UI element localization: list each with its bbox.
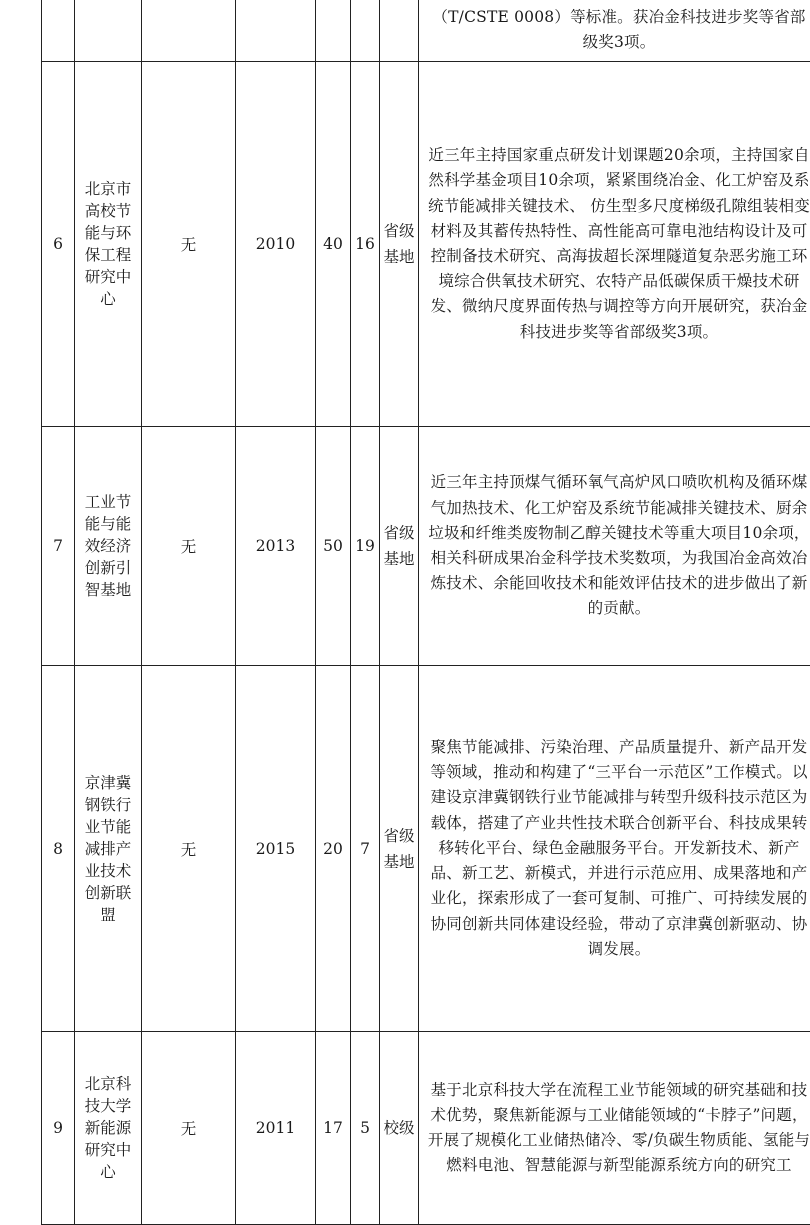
cell-level-text: 省级基地 [382, 218, 416, 270]
cell-name-text: 北京市高校节能与环保工程研究中心 [83, 178, 133, 310]
cell-description: 近三年主持国家重点研发计划课题20余项，主持国家自然科学基金项目10余项，紧紧围绕冶金、化工炉窑及系统节能减排关键技术、 仿生型多尺度梯级孔隙组装相变材料及其蓄传热特性、高性能高可靠电池结构设计及可控制备技术研究、高海拔超长深埋隧道复杂恶劣施工环境综合供氧技术研究、农特产品低碳保质干燥技术研发、微纳尺度界面传热与调控等方向开展研究，获冶金科技进步奖等省部级奖3项。 [419, 62, 810, 427]
cell-year: 2013 [236, 427, 316, 666]
cell-name-text: 北京科技大学新能源研究中心 [83, 1073, 133, 1183]
cell-count-1: 50 [316, 427, 351, 666]
cell-count-2: 16 [351, 62, 380, 427]
cell-no: 9 [42, 1032, 75, 1225]
table-row [42, 62, 810, 427]
cell-year: 2015 [236, 666, 316, 1032]
cell-name [75, 62, 142, 427]
cell-name [75, 0, 142, 62]
table-row [42, 427, 810, 666]
cell-no: 6 [42, 62, 75, 427]
cell-name [75, 1032, 142, 1225]
cell-level-text: 校级 [382, 1115, 416, 1141]
cell-name [75, 427, 142, 666]
cell-count-1: 17 [316, 1032, 351, 1225]
cell-description: （T/CSTE 0008）等标准。获冶金科技进步奖等省部级奖3项。 [419, 0, 810, 62]
cell-level [380, 0, 419, 62]
cell-description: 聚焦节能减排、污染治理、产品质量提升、新产品开发等领域，推动和构建了“三平台一示范区”工作模式。以建设京津冀钢铁行业节能减排与转型升级科技示范区为载体，搭建了产业共性技术联合创新平台、科技成果转移转化平台、绿色金融服务平台。开发新技术、新产品、新工艺、新模式，并进行示范应用、成果落地和产业化，探索形成了一套可复制、可推广、可持续发展的协同创新共同体建设经验，带动了京津冀创新驱动、协调发展。 [419, 666, 810, 1032]
cell-level [380, 427, 419, 666]
cell-description: 近三年主持顶煤气循环氧气高炉风口喷吹机构及循环煤气加热技术、化工炉窑及系统节能减排关键技术、厨余垃圾和纤维类废物制乙醇关键技术等重大项目10余项，相关科研成果冶金科学技术奖数项，为我国冶金高效冶炼技术、余能回收技术和能效评估技术的进步做出了新的贡献。 [419, 427, 810, 666]
cell-year [236, 0, 316, 62]
cell-level [380, 666, 419, 1032]
cell-name [75, 666, 142, 1032]
table-row [42, 1032, 810, 1225]
cell-no: 7 [42, 427, 75, 666]
table-row [42, 666, 810, 1032]
cell-level [380, 1032, 419, 1225]
cell-count-1: 40 [316, 62, 351, 427]
cell-count-1 [316, 0, 351, 62]
table-row-continuation [42, 0, 810, 62]
cell-count-2: 7 [351, 666, 380, 1032]
cell-name-text: 工业节能与能效经济创新引智基地 [83, 491, 133, 601]
cell-predecessor [142, 0, 236, 62]
cell-no [42, 0, 75, 62]
cell-level-text: 省级基地 [382, 520, 416, 572]
cell-predecessor: 无 [142, 666, 236, 1032]
cell-level-text: 省级基地 [382, 823, 416, 875]
research-base-table [41, 0, 810, 1225]
cell-count-2: 19 [351, 427, 380, 666]
cell-year: 2010 [236, 62, 316, 427]
cell-no: 8 [42, 666, 75, 1032]
cell-count-2: 5 [351, 1032, 380, 1225]
cell-year: 2011 [236, 1032, 316, 1225]
cell-name-text: 京津冀钢铁行业节能减排产业技术创新联盟 [83, 772, 133, 926]
cell-predecessor: 无 [142, 62, 236, 427]
cell-level [380, 62, 419, 427]
cell-count-2 [351, 0, 380, 62]
cell-predecessor: 无 [142, 427, 236, 666]
cell-count-1: 20 [316, 666, 351, 1032]
cell-predecessor: 无 [142, 1032, 236, 1225]
cell-description: 基于北京科技大学在流程工业节能领域的研究基础和技术优势，聚焦新能源与工业储能领域的“卡脖子”问题，开展了规模化工业储热储冷、零/负碳生物质能、氢能与燃料电池、智慧能源与新型能源系统方向的研究工 [419, 1032, 810, 1225]
